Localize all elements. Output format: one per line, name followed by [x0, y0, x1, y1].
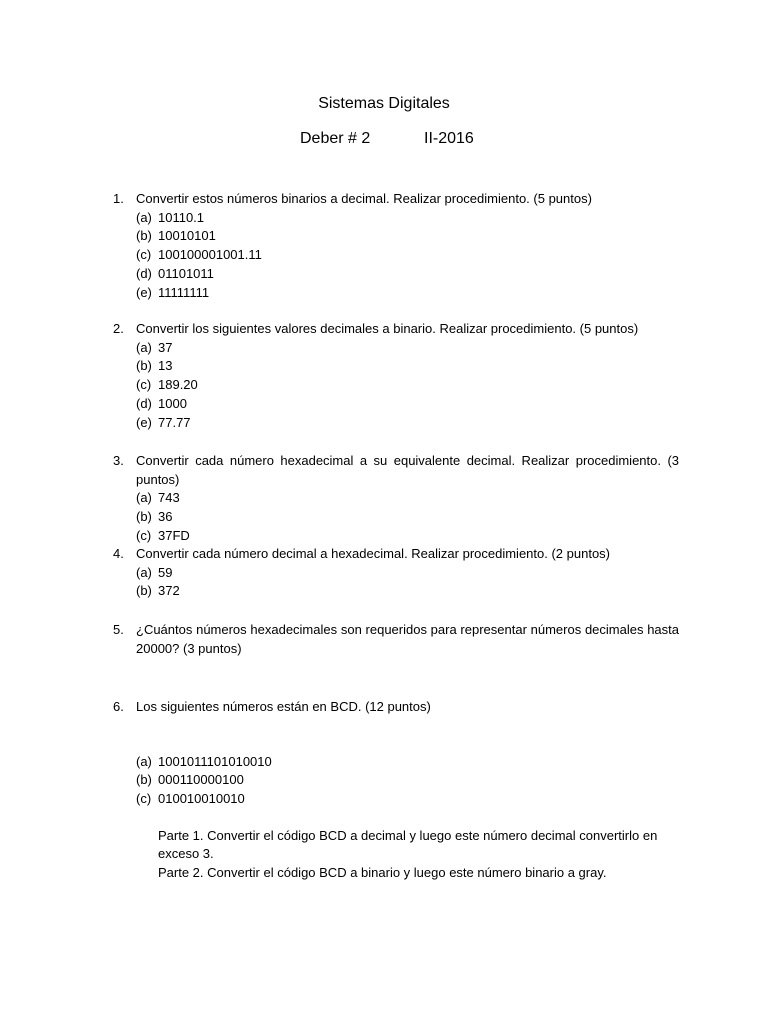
question-text: Los siguientes números están en BCD. (12 puntos)	[136, 699, 431, 714]
option-list	[136, 489, 679, 545]
option-value: 13	[158, 358, 173, 374]
instructions-parts	[158, 827, 683, 883]
option-value: 100100001001.11	[158, 247, 262, 263]
option-label: (b)	[136, 508, 152, 524]
question-text: Convertir cada número hexadecimal a su equivalente decimal. Realizar procedimiento. (3 puntos)	[136, 453, 679, 487]
option-value: 010010010010	[158, 791, 245, 807]
option-value: 77.77	[158, 414, 191, 430]
option-list	[136, 339, 679, 433]
question-number: 6.	[113, 699, 124, 714]
part-2-text: Parte 2. Convertir el código BCD a binario y luego este número binario a gray.	[158, 864, 607, 880]
question-number: 1.	[113, 191, 124, 206]
option-item	[136, 376, 679, 395]
option-value: 01101011	[158, 265, 214, 281]
option-item	[136, 527, 679, 546]
option-label: (b)	[136, 772, 152, 788]
option-value: 10010101	[158, 228, 216, 244]
option-item	[136, 489, 679, 508]
option-label: (a)	[136, 490, 152, 505]
option-item	[136, 395, 679, 414]
option-label: (c)	[136, 247, 152, 263]
option-item	[136, 246, 679, 265]
option-label: (e)	[136, 414, 152, 430]
question-5	[113, 621, 679, 658]
option-value: 189.20	[158, 377, 198, 393]
question-number: 5.	[113, 622, 124, 637]
option-item	[136, 357, 679, 376]
option-item	[136, 582, 679, 601]
option-label: (d)	[136, 265, 152, 281]
option-label: (b)	[136, 228, 152, 244]
option-label: (a)	[136, 339, 152, 355]
question-text: Convertir estos números binarios a decimal. Realizar procedimiento. (5 puntos)	[136, 191, 592, 206]
assignment-number: Deber # 2	[300, 130, 371, 147]
question-3	[113, 452, 679, 545]
option-value: 10110.1	[158, 209, 205, 225]
option-label: (d)	[136, 395, 152, 411]
question-number: 4.	[113, 546, 124, 561]
option-list	[136, 209, 679, 303]
option-label: (e)	[136, 284, 152, 300]
question-6	[113, 698, 679, 882]
option-value: 1001011101010010	[158, 753, 272, 769]
option-item	[136, 339, 679, 358]
option-label: (a)	[136, 209, 152, 225]
question-4	[113, 545, 679, 601]
option-label: (c)	[136, 527, 152, 543]
option-label: (a)	[136, 753, 152, 769]
question-text: Convertir cada número decimal a hexadecimal. Realizar procedimiento. (2 puntos)	[136, 546, 611, 561]
option-item	[136, 284, 679, 303]
option-label: (a)	[136, 564, 152, 580]
option-item	[136, 265, 679, 284]
option-value: 372	[158, 583, 180, 599]
option-value: 59	[158, 564, 173, 580]
option-item	[136, 209, 679, 228]
option-item	[136, 227, 679, 246]
option-value: 743	[158, 490, 180, 505]
option-value: 1000	[158, 395, 187, 411]
option-item	[136, 771, 679, 790]
option-label: (c)	[136, 377, 152, 393]
question-2	[113, 320, 679, 432]
option-list	[136, 753, 679, 809]
term-label: II-2016	[424, 130, 474, 147]
option-value: 000110000100	[158, 772, 244, 788]
question-text: Convertir los siguientes valores decimales a binario. Realizar procedimiento. (5 puntos)	[136, 321, 639, 336]
option-item	[136, 508, 679, 527]
question-number: 3.	[113, 453, 124, 468]
option-item	[136, 414, 679, 433]
document-title: Sistemas Digitales	[318, 95, 450, 112]
option-label: (b)	[136, 583, 152, 599]
option-list	[136, 564, 679, 602]
option-label: (b)	[136, 358, 152, 374]
option-label: (c)	[136, 791, 152, 807]
option-item	[136, 564, 679, 583]
option-value: 11111111	[158, 284, 210, 300]
question-text: ¿Cuántos números hexadecimales son requeridos para representar números decimales hasta 20000? (3 puntos)	[136, 622, 679, 656]
option-item	[136, 753, 679, 772]
question-number: 2.	[113, 321, 124, 336]
option-value: 36	[158, 508, 173, 524]
part-1-text: Parte 1. Convertir el código BCD a decimal y luego este número decimal convertirlo en exceso 3.	[158, 827, 658, 862]
option-value: 37	[158, 339, 173, 355]
option-item	[136, 790, 679, 809]
question-1	[113, 190, 679, 302]
option-value: 37FD	[158, 527, 190, 543]
